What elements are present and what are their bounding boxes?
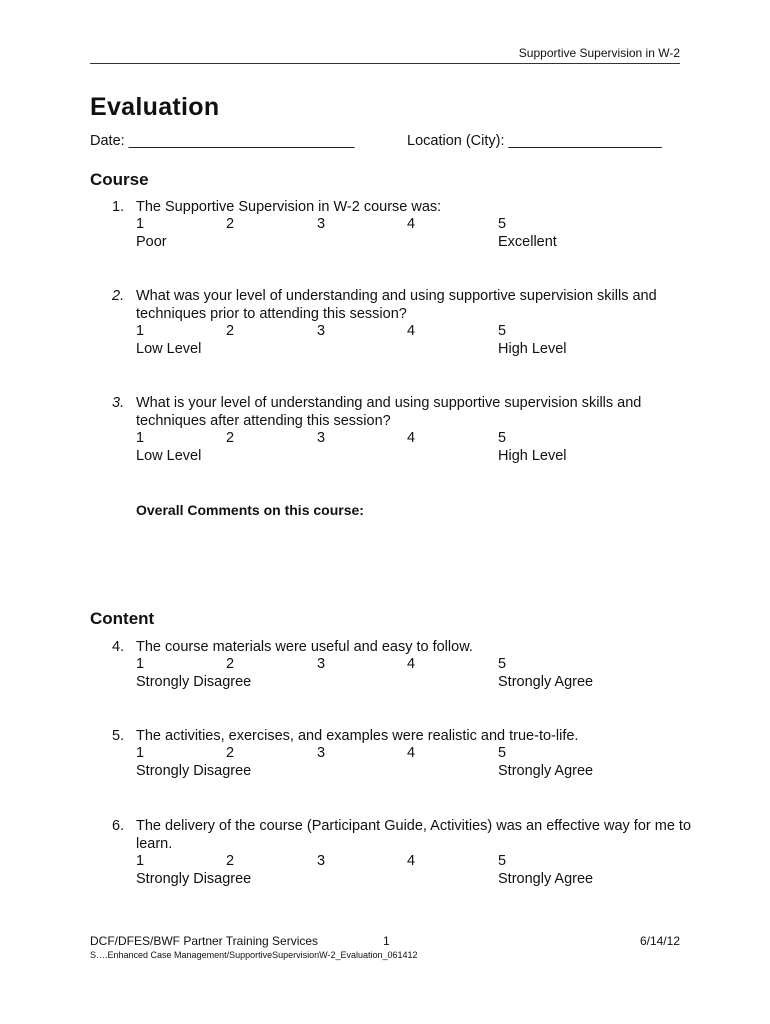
question-3 [112,394,692,430]
scale-low-label: Strongly Disagree [136,763,252,779]
rating-scale-3[interactable] [136,430,676,448]
rating-option[interactable]: 1 [136,745,145,761]
footer-file-path: S….Enhanced Case Management/SupportiveSupervisionW-2_Evaluation_061412 [90,950,418,960]
rating-option[interactable]: 2 [226,853,235,869]
rating-option[interactable]: 5 [498,656,507,672]
rating-option[interactable]: 1 [136,216,145,232]
rating-option[interactable]: 4 [407,656,416,672]
scale-high-label: Strongly Agree [498,763,594,779]
rating-option[interactable]: 1 [136,853,145,869]
question-number: 1. [112,199,125,215]
page-title: Evaluation [90,93,220,121]
question-text: What was your level of understanding and using supportive supervision skills and techniques prior to attending this session? [136,288,657,322]
question-2 [112,287,692,323]
question-text: The Supportive Supervision in W-2 course was: [136,199,442,215]
rating-option[interactable]: 2 [226,745,235,761]
rating-option[interactable]: 4 [407,323,416,339]
rating-option[interactable]: 4 [407,216,416,232]
scale-low-label: Strongly Disagree [136,674,252,690]
question-1 [112,198,692,216]
question-4 [112,638,692,656]
rating-option[interactable]: 5 [498,745,507,761]
scale-high-label: Strongly Agree [498,871,594,887]
rating-option[interactable]: 2 [226,216,235,232]
rating-option[interactable]: 2 [226,656,235,672]
scale-anchors-6 [136,871,676,889]
rating-option[interactable]: 3 [317,216,326,232]
location-field[interactable]: Location (City): ___________________ [407,133,662,149]
date-field[interactable]: Date: ____________________________ [90,133,355,149]
question-number: 4. [112,639,125,655]
scale-low-label: Low Level [136,341,202,357]
scale-anchors-2 [136,341,676,359]
scale-low-label: Strongly Disagree [136,871,252,887]
scale-low-label: Low Level [136,448,202,464]
question-number: 2. [112,288,125,304]
scale-high-label: Excellent [498,234,557,250]
scale-anchors-4 [136,674,676,692]
overall-comments-label: Overall Comments on this course: [136,502,364,518]
scale-anchors-3 [136,448,676,466]
header-divider [90,63,680,64]
scale-anchors-1 [136,234,676,252]
rating-option[interactable]: 5 [498,323,507,339]
rating-option[interactable]: 4 [407,853,416,869]
rating-scale-6[interactable] [136,853,676,871]
footer-date: 6/14/12 [639,934,680,948]
running-header: Supportive Supervision in W-2 [518,46,680,60]
rating-option[interactable]: 1 [136,430,145,446]
question-6 [112,817,692,853]
rating-option[interactable]: 2 [226,430,235,446]
rating-option[interactable]: 3 [317,745,326,761]
question-text: The course materials were useful and easy to follow. [136,639,473,655]
scale-high-label: High Level [498,448,567,464]
footer-page-number: 1 [383,934,390,948]
scale-high-label: High Level [498,341,567,357]
rating-option[interactable]: 2 [226,323,235,339]
rating-option[interactable]: 1 [136,323,145,339]
rating-scale-4[interactable] [136,656,676,674]
rating-scale-5[interactable] [136,745,676,763]
question-text: The activities, exercises, and examples were realistic and true-to-life. [136,728,579,744]
rating-option[interactable]: 5 [498,430,507,446]
question-text: What is your level of understanding and using supportive supervision skills and techniques after attending this session? [136,395,642,429]
rating-option[interactable]: 4 [407,745,416,761]
rating-option[interactable]: 3 [317,430,326,446]
rating-scale-1[interactable] [136,216,676,234]
rating-option[interactable]: 5 [498,853,507,869]
rating-option[interactable]: 3 [317,323,326,339]
scale-anchors-5 [136,763,676,781]
question-text: The delivery of the course (Participant Guide, Activities) was an effective way for me to learn. [136,818,692,852]
question-5 [112,727,692,745]
rating-option[interactable]: 3 [317,853,326,869]
question-number: 6. [112,818,125,834]
rating-option[interactable]: 3 [317,656,326,672]
rating-option[interactable]: 5 [498,216,507,232]
question-number: 3. [112,395,125,411]
rating-scale-2[interactable] [136,323,676,341]
section-heading-course: Course [90,170,149,189]
section-heading-content: Content [90,609,155,628]
rating-option[interactable]: 4 [407,430,416,446]
scale-low-label: Poor [136,234,167,250]
rating-option[interactable]: 1 [136,656,145,672]
question-number: 5. [112,728,125,744]
scale-high-label: Strongly Agree [498,674,594,690]
footer-organization: DCF/DFES/BWF Partner Training Services [90,934,319,948]
